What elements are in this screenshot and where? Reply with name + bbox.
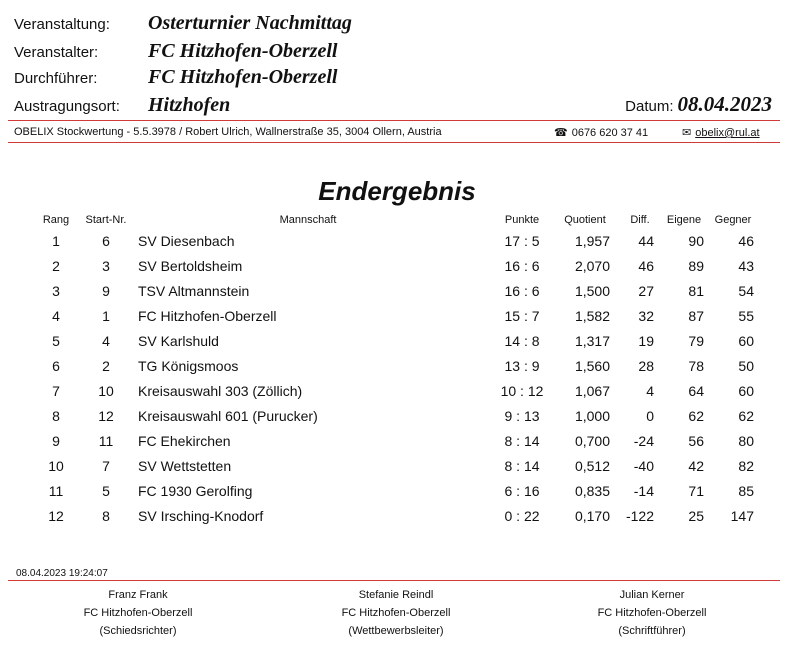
cell-rang: 6 — [52, 358, 60, 374]
cell-rang: 2 — [52, 258, 60, 274]
signature-block — [38, 586, 238, 640]
table-row — [0, 458, 800, 483]
cell-gegner: 85 — [738, 483, 754, 499]
cell-quotient: 2,070 — [574, 258, 610, 274]
col-punkte: Punkte — [504, 214, 540, 226]
cell-punkte: 14 : 8 — [504, 333, 540, 349]
cell-start: 5 — [102, 483, 110, 499]
table-row — [0, 233, 800, 258]
cell-team: SV Bertoldsheim — [138, 258, 243, 274]
table-row — [0, 483, 800, 508]
cell-team: SV Diesenbach — [138, 233, 235, 249]
cell-team: TSV Altmannstein — [138, 283, 250, 299]
cell-diff: -24 — [633, 433, 654, 449]
cell-quotient: 1,317 — [574, 333, 610, 349]
cell-diff: -40 — [633, 458, 654, 474]
table-row — [0, 308, 800, 333]
cell-eigene: 71 — [688, 483, 704, 499]
cell-rang: 8 — [52, 408, 60, 424]
table-row — [0, 383, 800, 408]
telephone-icon: ☎ — [554, 127, 568, 139]
table-row — [0, 408, 800, 433]
table-row — [0, 433, 800, 458]
footer-divider — [8, 580, 780, 581]
cell-start: 7 — [102, 458, 110, 474]
cell-punkte: 10 : 12 — [500, 383, 544, 399]
cell-gegner: 62 — [738, 408, 754, 424]
col-eigene: Eigene — [666, 214, 702, 226]
meta-label: Veranstalter: — [14, 44, 99, 61]
cell-quotient: 1,957 — [574, 233, 610, 249]
cell-diff: 27 — [638, 283, 654, 299]
cell-punkte: 9 : 13 — [504, 408, 540, 424]
signature-name: Franz Frank — [108, 589, 168, 601]
cell-gegner: 82 — [738, 458, 754, 474]
col-quotient: Quotient — [564, 214, 606, 226]
cell-start: 11 — [98, 433, 114, 449]
email-contact[interactable] — [682, 126, 760, 139]
cell-quotient: 0,512 — [574, 458, 610, 474]
phone-number: 0676 620 37 41 — [571, 127, 649, 139]
cell-team: SV Karlshuld — [138, 333, 219, 349]
cell-rang: 10 — [48, 458, 64, 474]
cell-start: 1 — [102, 308, 110, 324]
cell-quotient: 0,170 — [574, 508, 610, 524]
col-rang: Rang — [42, 214, 70, 226]
cell-eigene: 25 — [688, 508, 704, 524]
cell-punkte: 15 : 7 — [504, 308, 540, 324]
meta-value: Hitzhofen — [148, 94, 231, 116]
phone-contact — [554, 126, 648, 139]
cell-rang: 3 — [52, 283, 60, 299]
cell-team: SV Wettstetten — [138, 458, 232, 474]
cell-punkte: 6 : 16 — [504, 483, 540, 499]
meta-value: FC Hitzhofen-Oberzell — [148, 40, 338, 62]
table-row — [0, 258, 800, 283]
cell-start: 8 — [102, 508, 110, 524]
cell-start: 6 — [102, 233, 110, 249]
cell-rang: 7 — [52, 383, 60, 399]
cell-eigene: 90 — [688, 233, 704, 249]
cell-diff: 46 — [638, 258, 654, 274]
cell-gegner: 147 — [730, 508, 754, 524]
col-team: Mannschaft — [279, 214, 337, 226]
cell-quotient: 1,500 — [574, 283, 610, 299]
cell-rang: 11 — [48, 483, 64, 499]
cell-quotient: 1,582 — [574, 308, 610, 324]
cell-diff: 44 — [638, 233, 654, 249]
cell-team: SV Irsching-Knodorf — [138, 508, 264, 524]
col-diff: Diff. — [630, 214, 650, 226]
cell-eigene: 78 — [688, 358, 704, 374]
cell-eigene: 79 — [688, 333, 704, 349]
cell-eigene: 81 — [688, 283, 704, 299]
cell-quotient: 1,000 — [574, 408, 610, 424]
meta-label: Austragungsort: — [14, 98, 120, 115]
signature-block — [552, 586, 752, 640]
datum — [625, 92, 772, 117]
cell-rang: 9 — [52, 433, 60, 449]
col-gegner: Gegner — [714, 214, 752, 226]
table-row — [0, 358, 800, 383]
cell-quotient: 1,067 — [574, 383, 610, 399]
table-row — [0, 333, 800, 358]
cell-start: 2 — [102, 358, 110, 374]
envelope-icon: ✉ — [682, 127, 692, 139]
info-divider — [8, 142, 780, 143]
table-row — [0, 283, 800, 308]
meta-row-durchfuehrer — [14, 66, 337, 92]
cell-team: TG Königsmoos — [138, 358, 239, 374]
cell-rang: 12 — [48, 508, 64, 524]
cell-eigene: 62 — [688, 408, 704, 424]
signature-role: (Schriftführer) — [618, 625, 686, 637]
cell-gegner: 80 — [738, 433, 754, 449]
cell-punkte: 13 : 9 — [504, 358, 540, 374]
signature-name: Stefanie Reindl — [358, 589, 434, 601]
cell-diff: 19 — [638, 333, 654, 349]
cell-quotient: 0,700 — [574, 433, 610, 449]
cell-eigene: 56 — [688, 433, 704, 449]
cell-gegner: 55 — [738, 308, 754, 324]
datum-value: 08.04.2023 — [677, 92, 772, 116]
cell-team: Kreisauswahl 303 (Zöllich) — [138, 383, 303, 399]
cell-diff: 4 — [646, 383, 654, 399]
cell-eigene: 89 — [688, 258, 704, 274]
cell-eigene: 42 — [688, 458, 704, 474]
print-timestamp: 08.04.2023 19:24:07 — [16, 568, 108, 579]
cell-start: 10 — [98, 383, 114, 399]
cell-team: Kreisauswahl 601 (Purucker) — [138, 408, 318, 424]
meta-row-veranstaltung — [14, 12, 352, 38]
cell-punkte: 16 : 6 — [504, 258, 540, 274]
software-info: OBELIX Stockwertung - 5.5.3978 / Robert Ulrich, Wallnerstraße 35, 3004 Ollern, Austria — [14, 126, 442, 138]
cell-quotient: 1,560 — [574, 358, 610, 374]
cell-punkte: 16 : 6 — [504, 283, 540, 299]
signature-club: FC Hitzhofen-Oberzell — [341, 607, 451, 619]
cell-start: 4 — [102, 333, 110, 349]
datum-label: Datum: — [625, 98, 674, 115]
header-divider — [8, 120, 780, 121]
email-link[interactable]: obelix@rul.at — [695, 127, 760, 139]
cell-team: FC Hitzhofen-Oberzell — [138, 308, 277, 324]
col-start: Start-Nr. — [85, 214, 127, 226]
signature-name: Julian Kerner — [619, 589, 685, 601]
cell-team: FC 1930 Gerolfing — [138, 483, 253, 499]
signature-role: (Wettbewerbsleiter) — [348, 625, 444, 637]
signature-club: FC Hitzhofen-Oberzell — [83, 607, 193, 619]
cell-diff: 0 — [646, 408, 654, 424]
signature-role: (Schiedsrichter) — [99, 625, 177, 637]
cell-gegner: 60 — [738, 333, 754, 349]
cell-punkte: 0 : 22 — [504, 508, 540, 524]
cell-gegner: 60 — [738, 383, 754, 399]
cell-punkte: 8 : 14 — [504, 433, 540, 449]
cell-rang: 5 — [52, 333, 60, 349]
meta-row-austragungsort — [14, 94, 230, 120]
meta-row-veranstalter — [14, 40, 337, 66]
cell-diff: -14 — [633, 483, 654, 499]
cell-diff: 32 — [638, 308, 654, 324]
cell-rang: 1 — [52, 233, 60, 249]
page-title: Endergebnis — [318, 176, 476, 206]
cell-diff: -122 — [625, 508, 654, 524]
cell-punkte: 8 : 14 — [504, 458, 540, 474]
cell-team: FC Ehekirchen — [138, 433, 231, 449]
cell-start: 3 — [102, 258, 110, 274]
cell-start: 9 — [102, 283, 110, 299]
cell-gegner: 43 — [738, 258, 754, 274]
cell-eigene: 64 — [688, 383, 704, 399]
cell-gegner: 54 — [738, 283, 754, 299]
cell-quotient: 0,835 — [574, 483, 610, 499]
meta-value: FC Hitzhofen-Oberzell — [148, 66, 338, 88]
signature-club: FC Hitzhofen-Oberzell — [597, 607, 707, 619]
meta-label: Durchführer: — [14, 70, 98, 87]
signature-block — [296, 586, 496, 640]
meta-value: Osterturnier Nachmittag — [148, 12, 352, 34]
cell-diff: 28 — [638, 358, 654, 374]
cell-punkte: 17 : 5 — [504, 233, 540, 249]
cell-gegner: 50 — [738, 358, 754, 374]
cell-start: 12 — [98, 408, 114, 424]
cell-eigene: 87 — [688, 308, 704, 324]
table-row — [0, 508, 800, 533]
cell-rang: 4 — [52, 308, 60, 324]
meta-label: Veranstaltung: — [14, 16, 110, 33]
cell-gegner: 46 — [738, 233, 754, 249]
